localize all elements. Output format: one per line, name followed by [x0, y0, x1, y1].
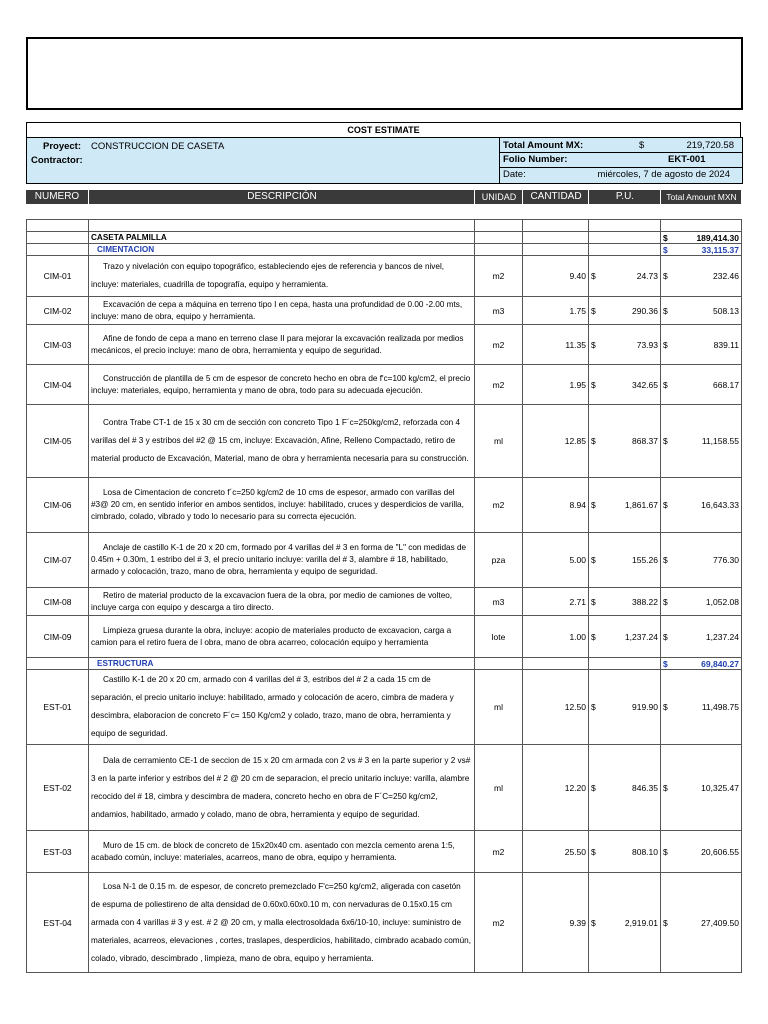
currency-symbol: $: [661, 533, 671, 588]
item-description: Retiro de material producto de la excavacion fuera de la obra, por medio de camiones de volteo, incluye carga con equipo y descarga a tiro directo.: [89, 588, 475, 616]
line-total: 508.13: [671, 297, 742, 325]
unit-price: 846.35: [599, 745, 661, 831]
item-code: EST-03: [27, 831, 89, 873]
currency-symbol: $: [661, 405, 671, 478]
item-description: Trazo y nivelación con equipo topográfico, estableciendo ejes de referencia y bancos de nivel, incluye: materiales, cuadrilla de topografía, equipo y herramienta.: [89, 256, 475, 297]
currency-symbol: $: [589, 670, 599, 745]
item-code: EST-01: [27, 670, 89, 745]
unit-price: 1,237.24: [599, 616, 661, 658]
item-code: CIM-06: [27, 478, 89, 533]
item-description: Limpieza gruesa durante la obra, incluye: acopio de materiales producto de excavacion, carga a camion para el retiro fuera de l obra, mano de obra acarreo, colocación equipo y herramienta: [89, 616, 475, 658]
unit-price: 290.36: [599, 297, 661, 325]
item-unit: ml: [475, 745, 523, 831]
project-value: CONSTRUCCION DE CASETA: [91, 141, 225, 152]
item-description: Contra Trabe CT-1 de 15 x 30 cm de sección con concreto Tipo 1 F´c=250kg/cm2, reforzada con 4 varillas del # 3 y estribos del #2 @ 15 cm, incluye: Excavación, Afine, Relleno Compactado, retiro de material producto de Excavación, Material, mano de obra y herramienta necesaria para su construcción.: [89, 405, 475, 478]
currency-symbol: $: [661, 478, 671, 533]
col-numero: NUMERO: [34, 191, 80, 202]
item-unit: m2: [475, 365, 523, 405]
currency-symbol: $: [589, 256, 599, 297]
currency-symbol: $: [589, 533, 599, 588]
item-code: CIM-07: [27, 533, 89, 588]
item-code: EST-04: [27, 873, 89, 973]
contractor-label: Contractor:: [31, 155, 83, 166]
table-row: [27, 616, 742, 658]
table-row: [27, 533, 742, 588]
currency-symbol: $: [661, 325, 671, 365]
total-value: 219,720.58: [686, 140, 734, 151]
line-total: 11,498.75: [671, 670, 742, 745]
unit-price: 2,919.01: [599, 873, 661, 973]
line-total: 1,052.08: [671, 588, 742, 616]
item-quantity: 2.71: [523, 588, 589, 616]
group-currency: $: [661, 658, 671, 670]
date-value: miércoles, 7 de agosto de 2024: [597, 169, 730, 180]
currency-symbol: $: [661, 616, 671, 658]
item-code: CIM-04: [27, 365, 89, 405]
item-unit: m2: [475, 873, 523, 973]
group-name: CIMENTACION: [89, 244, 475, 256]
table-row: [27, 365, 742, 405]
currency-symbol: $: [661, 873, 671, 973]
item-quantity: 11.35: [523, 325, 589, 365]
currency-symbol: $: [589, 831, 599, 873]
item-description: Afine de fondo de cepa a mano en terreno clase II para mejorar la excavación realizada por medios mecánicos, el precio incluye: mano de obra, herramienta y equipo de seguridad.: [89, 325, 475, 365]
col-descripcion: DESCRIPCIÓN: [88, 190, 475, 204]
project-label: Proyect:: [42, 141, 81, 152]
info-divider: [499, 138, 500, 183]
group-total: 69,840.27: [671, 658, 742, 670]
item-unit: m2: [475, 325, 523, 365]
info-row-line: [500, 167, 742, 168]
item-quantity: 12.50: [523, 670, 589, 745]
item-quantity: 8.94: [523, 478, 589, 533]
group-row-estructura: [27, 658, 742, 670]
col-cantidad: CANTIDAD: [522, 190, 589, 204]
item-quantity: 12.85: [523, 405, 589, 478]
table-row: [27, 325, 742, 365]
item-code: EST-02: [27, 745, 89, 831]
item-quantity: 1.95: [523, 365, 589, 405]
item-unit: m2: [475, 256, 523, 297]
item-quantity: 1.75: [523, 297, 589, 325]
currency-symbol: $: [589, 616, 599, 658]
unit-price: 342.65: [599, 365, 661, 405]
table-row: [27, 297, 742, 325]
item-quantity: 9.40: [523, 256, 589, 297]
currency-symbol: $: [589, 745, 599, 831]
table-row: [27, 588, 742, 616]
item-code: CIM-01: [27, 256, 89, 297]
table-row: [27, 405, 742, 478]
total-currency: $: [639, 140, 645, 151]
section-row: [27, 232, 742, 244]
item-code: CIM-09: [27, 616, 89, 658]
currency-symbol: $: [661, 745, 671, 831]
unit-price: 155.26: [599, 533, 661, 588]
line-total: 776.30: [671, 533, 742, 588]
item-quantity: 25.50: [523, 831, 589, 873]
item-description: Losa de Cimentacion de concreto f´c=250 kg/cm2 de 10 cms de espesor, armado con varillas del #3@ 20 cm, en sentido inferior en ambos sentidos, incluye: habilitado, cruces y desperdicios de varilla, cimbrado, colado, vibrado y todo lo necesario para su correcta ejecución.: [89, 478, 475, 533]
item-quantity: 9.39: [523, 873, 589, 973]
table-row: [27, 478, 742, 533]
item-description: Losa N-1 de 0.15 m. de espesor, de concreto premezclado F'c=250 kg/cm2, aligerada con casetón de espuma de poliestireno de alta densidad de 0.60x0.60x0.10 m, con nervaduras de 0.15x0.15 cm armada con 4 varillas # 3 y est. # 2 @ 20 cm, y malla electrosoldada 6x6/10-10, incluye: suministro de materiales, acarreos, elevaciones , cortes, traslapes, desperdicios, habilitado, cimbrado acabado común, colado, vibrado, descimbrado , limpieza, mano de obra, equipo y herramienta.: [89, 873, 475, 973]
logo-box: [26, 37, 743, 110]
item-description: Anclaje de castillo K-1 de 20 x 20 cm, formado por 4 varillas del # 3 en forma de "L" con medidas de 0.45m + 0.30m, 1 estribo del # 3, el precio unitario incluye: varilla del # 3, alambre # 18, habilitado, armado y colocación, trazo, mano de obra, herramienta y equipo de seguridad.: [89, 533, 475, 588]
item-unit: m3: [475, 297, 523, 325]
line-total: 1,237.24: [671, 616, 742, 658]
currency-symbol: $: [589, 325, 599, 365]
section-currency: $: [661, 232, 671, 244]
column-header-bar: [26, 190, 741, 204]
currency-symbol: $: [661, 831, 671, 873]
currency-symbol: $: [661, 297, 671, 325]
table-row: [27, 745, 742, 831]
item-description: Castillo K-1 de 20 x 20 cm, armado con 4 varillas del # 3, estribos del # 2 a cada 15 cm de separación, el precio unitario incluye: habilitado, armado y colocación de acero, cimbra de madera y descimbra, elaboracion de concreto F´c= 150 Kg/cm2 y colado, trazo, mano de obra, herramienta y equipo de seguridad.: [89, 670, 475, 745]
line-total: 27,409.50: [671, 873, 742, 973]
unit-price: 919.90: [599, 670, 661, 745]
item-code: CIM-05: [27, 405, 89, 478]
document-title: COST ESTIMATE: [26, 122, 741, 138]
line-total: 668.17: [671, 365, 742, 405]
item-code: CIM-03: [27, 325, 89, 365]
item-unit: lote: [475, 616, 523, 658]
item-quantity: 12.20: [523, 745, 589, 831]
unit-price: 1,861.67: [599, 478, 661, 533]
currency-symbol: $: [661, 670, 671, 745]
item-unit: pza: [475, 533, 523, 588]
col-unidad: UNIDAD: [474, 190, 523, 204]
date-label: Date:: [503, 169, 526, 180]
group-row-cimentacion: [27, 244, 742, 256]
info-row-line: [500, 152, 742, 153]
currency-symbol: $: [589, 873, 599, 973]
folio-value: EKT-001: [668, 154, 706, 165]
col-pu: P.U.: [588, 190, 661, 204]
project-info-panel: [26, 137, 743, 184]
table-row: [27, 873, 742, 973]
line-total: 10,325.47: [671, 745, 742, 831]
spacer-row: [27, 220, 742, 232]
item-description: Construcción de plantilla de 5 cm de espesor de concreto hecho en obra de f'c=100 kg/cm2, el precio incluye: materiales, equipo, herramienta y mano de obra, todo para su adecuada ejecución.: [89, 365, 475, 405]
folio-label: Folio Number:: [503, 154, 568, 165]
item-unit: m3: [475, 588, 523, 616]
unit-price: 73.93: [599, 325, 661, 365]
item-description: Excavación de cepa a máquina en terreno tipo I en cepa, hasta una profundidad de 0.00 -2.00 mts, incluye: mano de obra, equipo y herramienta.: [89, 297, 475, 325]
item-unit: m2: [475, 478, 523, 533]
col-total: Total Amount MXN: [660, 190, 742, 204]
group-total: 33,115.37: [671, 244, 742, 256]
line-total: 232.46: [671, 256, 742, 297]
currency-symbol: $: [589, 478, 599, 533]
item-unit: ml: [475, 670, 523, 745]
currency-symbol: $: [589, 405, 599, 478]
cost-table: [26, 219, 742, 973]
unit-price: 808.10: [599, 831, 661, 873]
currency-symbol: $: [589, 588, 599, 616]
line-total: 16,643.33: [671, 478, 742, 533]
item-unit: m2: [475, 831, 523, 873]
table-row: [27, 670, 742, 745]
table-row: [27, 831, 742, 873]
item-quantity: 1.00: [523, 616, 589, 658]
line-total: 839.11: [671, 325, 742, 365]
unit-price: 24.73: [599, 256, 661, 297]
line-total: 11,158.55: [671, 405, 742, 478]
group-name: ESTRUCTURA: [89, 658, 475, 670]
item-code: CIM-08: [27, 588, 89, 616]
currency-symbol: $: [661, 256, 671, 297]
section-name: CASETA PALMILLA: [89, 232, 475, 244]
item-unit: ml: [475, 405, 523, 478]
currency-symbol: $: [589, 297, 599, 325]
item-description: Muro de 15 cm. de block de concreto de 15x20x40 cm. asentado con mezcla cemento arena 1:5, acabado común, incluye: materiales, acarreos, mano de obra, equipo y herramienta.: [89, 831, 475, 873]
group-currency: $: [661, 244, 671, 256]
table-row: [27, 256, 742, 297]
section-total: 189,414.30: [671, 232, 742, 244]
item-quantity: 5.00: [523, 533, 589, 588]
total-label: Total Amount MX:: [503, 140, 584, 151]
currency-symbol: $: [661, 588, 671, 616]
currency-symbol: $: [589, 365, 599, 405]
line-total: 20,606.55: [671, 831, 742, 873]
currency-symbol: $: [661, 365, 671, 405]
item-description: Dala de cerramiento CE-1 de seccion de 15 x 20 cm armada con 2 vs # 3 en la parte superior y 2 vs# 3 en la parte inferior y estribos del # 2 @ 20 cm de separacion, el precio unitario incluye: varilla, alambre recocido del # 18, cimbra y descimbra de madera, concreto hecho en obra de F´C=250 kg/cm2, andamios, habilitado, armado y colado, mano de obra, herramienta y equipo de seguridad.: [89, 745, 475, 831]
unit-price: 388.22: [599, 588, 661, 616]
unit-price: 868.37: [599, 405, 661, 478]
item-code: CIM-02: [27, 297, 89, 325]
